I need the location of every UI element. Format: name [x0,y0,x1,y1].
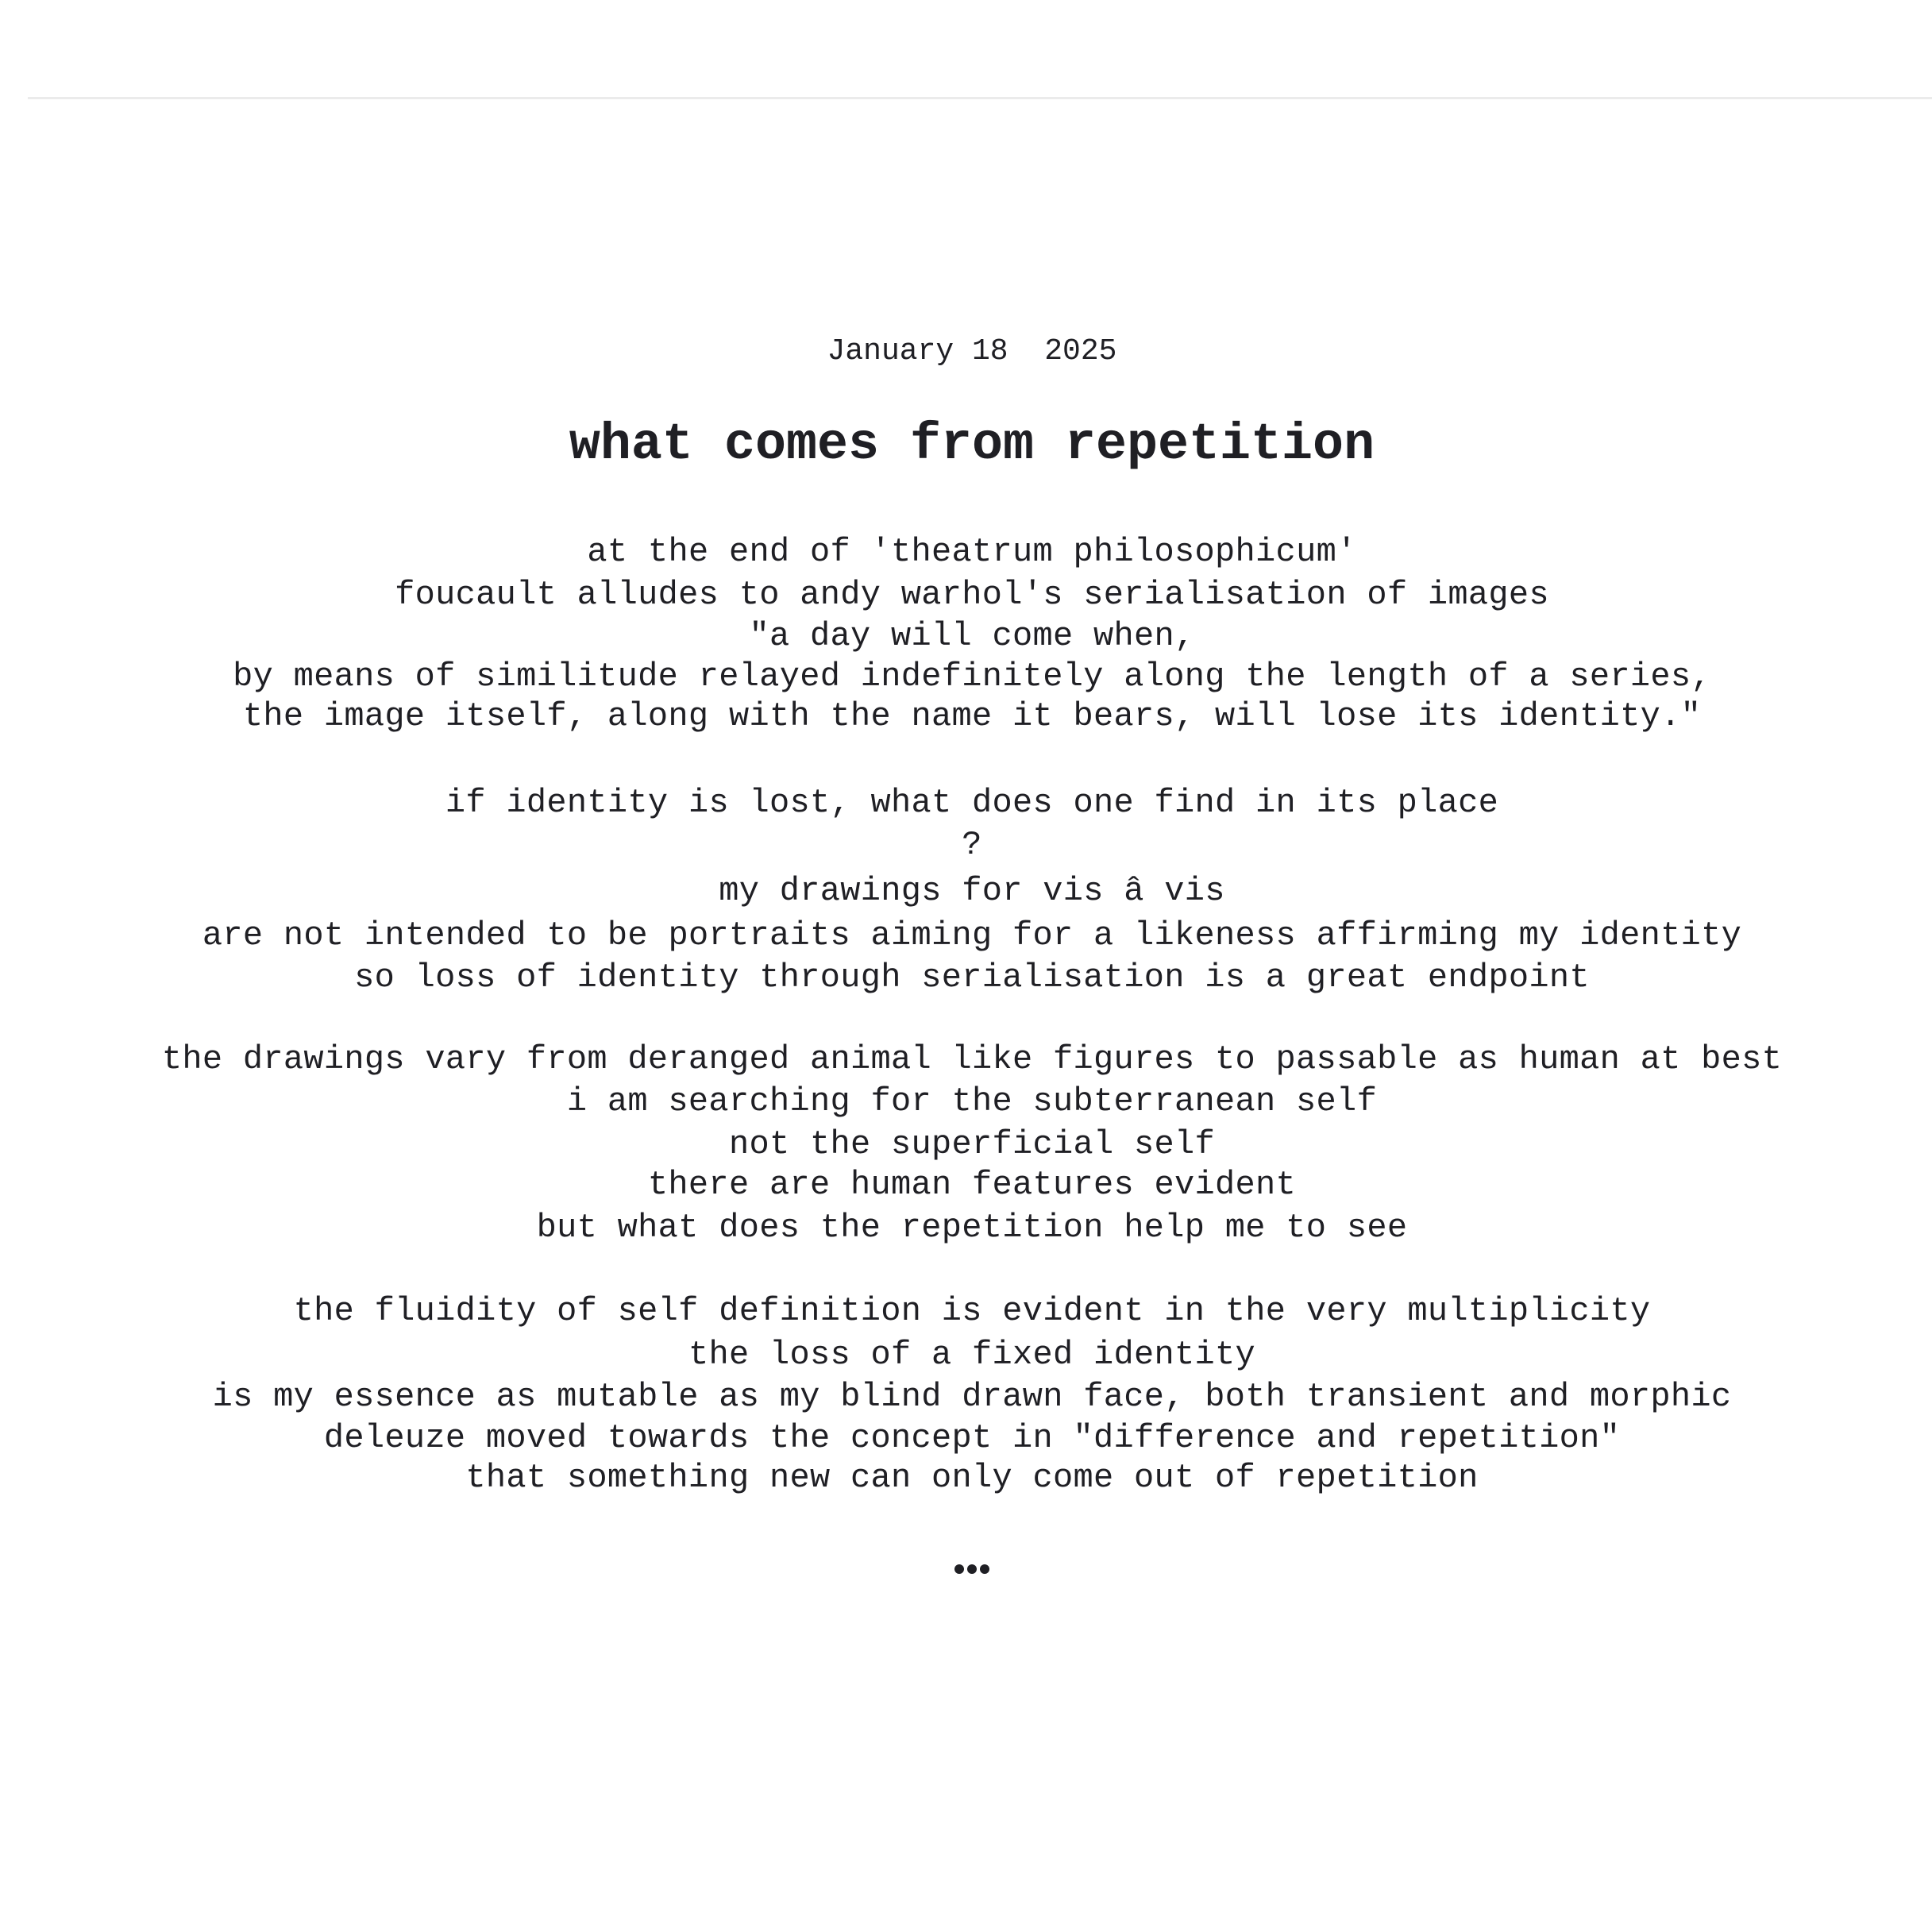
more-dots-icon [0,1564,1932,1574]
body-line: i am searching for the subterranean self [566,1082,1378,1120]
dot [980,1564,989,1574]
body-line: there are human features evident [647,1166,1297,1204]
body-line: the loss of a fixed identity [688,1336,1256,1374]
body-line: ? [962,826,982,864]
body-line: deleuze moved towards the concept in "difference and repetition" [323,1419,1621,1457]
dot [954,1564,964,1574]
body-line: are not intended to be portraits aiming for a likeness affirming my identity [202,916,1742,954]
header-divider [28,97,1932,99]
body-line: if identity is lost, what does one find in its place [445,784,1499,822]
body-line: so loss of identity through serialisation is a great endpoint [354,958,1590,997]
body-line: foucault alludes to andy warhol's serialisation of images [395,576,1549,614]
body-line: the fluidity of self definition is evident in the very multiplicity [293,1292,1651,1330]
body-line: "a day will come when, [749,617,1195,655]
post-date: January 18 2025 [827,334,1117,368]
body-line: is my essence as mutable as my blind drawn face, both transient and morphic [212,1378,1732,1416]
body-line: by means of similitude relayed indefinitely along the length of a series, [233,657,1711,696]
dot [967,1564,977,1574]
post-title: what comes from repetition [569,415,1375,474]
body-line: that something new can only come out of repetition [465,1459,1479,1497]
body-line: but what does the repetition help me to see [536,1209,1408,1247]
body-line: my drawings for vis â vis [719,872,1225,910]
body-line: not the superficial self [728,1125,1216,1163]
body-line: at the end of 'theatrum philosophicum' [587,533,1357,571]
body-line: the image itself, along with the name it bears, will lose its identity." [242,697,1702,735]
body-line: the drawings vary from deranged animal like figures to passable as human at best [161,1040,1783,1078]
